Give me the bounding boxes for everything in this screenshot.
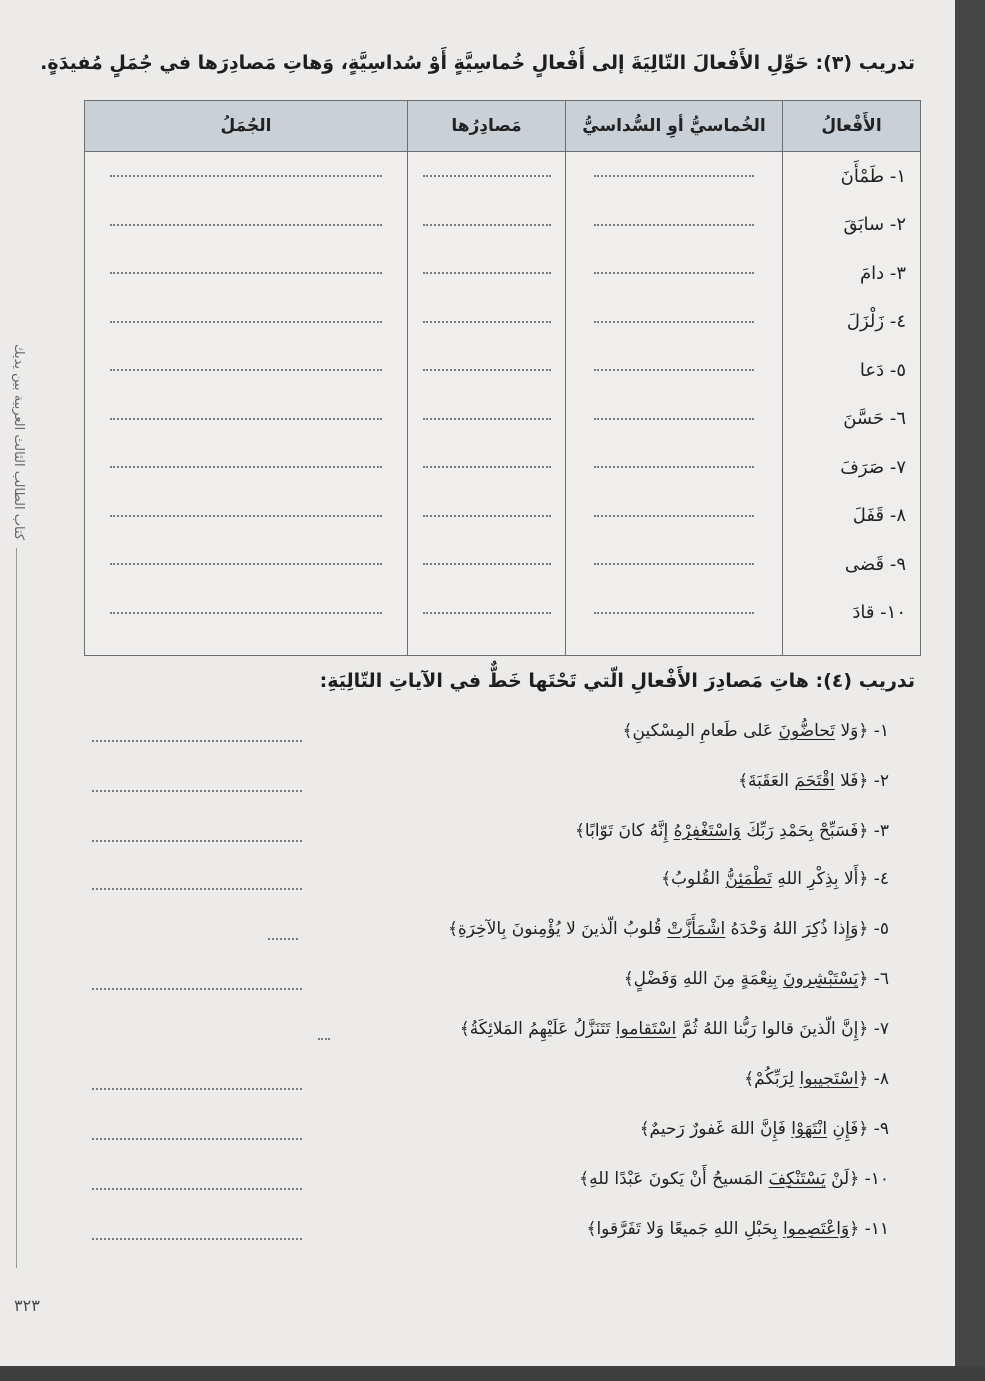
verse-item bbox=[579, 1168, 889, 1189]
header-transformed: الخُماسيُّ أوِ السُّداسيُّ bbox=[566, 101, 783, 152]
masdar-blank[interactable] bbox=[423, 272, 551, 274]
underlined-verb: اشْمَأَزَّتْ bbox=[667, 919, 726, 939]
verse-text: ١١- ﴿ bbox=[849, 1219, 889, 1239]
transformed-blank[interactable] bbox=[594, 321, 754, 323]
verb-label: ٥- دَعا bbox=[859, 359, 906, 381]
verb-item bbox=[783, 395, 920, 444]
verb-label: ٩- قَضى bbox=[844, 553, 906, 575]
answer-blank[interactable] bbox=[92, 1188, 302, 1190]
verse-text: ٨- ﴿ bbox=[858, 1069, 889, 1089]
verb-label: ٨- قَفَلَ bbox=[852, 505, 906, 527]
verb-item bbox=[783, 589, 920, 638]
verse-text: العَقَبَةَ﴾ bbox=[738, 771, 795, 791]
header-masdars: مَصادِرُها bbox=[408, 101, 566, 152]
verse-text: ٤- ﴿أَلا بِذِكْرِ اللهِ bbox=[771, 869, 889, 889]
masdar-blank[interactable] bbox=[423, 515, 551, 517]
verse-text: بِحَبْلِ اللهِ جَميعًا وَلا تَفَرَّقوا﴾ bbox=[586, 1219, 783, 1239]
verse-text: لِرَبِّكُمْ﴾ bbox=[744, 1069, 800, 1089]
sentence-blank[interactable] bbox=[110, 369, 382, 371]
transformed-blank[interactable] bbox=[594, 466, 754, 468]
underlined-verb: انْتَهَوْا bbox=[791, 1119, 828, 1139]
verse-text: عَلى طَعامِ المِسْكينِ﴾ bbox=[622, 721, 779, 741]
verb-label: ١- طَمْأَنَ bbox=[840, 165, 906, 187]
answer-blank[interactable] bbox=[92, 888, 302, 890]
verse-item bbox=[587, 1218, 890, 1239]
spine-running-title: كتاب الطالب الثالث العربية بين يديك bbox=[11, 343, 26, 540]
transformed-blank[interactable] bbox=[594, 175, 754, 177]
verse-item bbox=[661, 868, 889, 889]
spine-divider bbox=[16, 548, 17, 1268]
verse-item bbox=[744, 1068, 889, 1089]
header-sentences: الجُمَلُ bbox=[85, 101, 408, 152]
verse-item bbox=[575, 820, 889, 841]
transformed-blank[interactable] bbox=[594, 369, 754, 371]
sentence-blank[interactable] bbox=[110, 224, 382, 226]
sentence-blank[interactable] bbox=[110, 321, 382, 323]
masdars-column[interactable] bbox=[408, 152, 566, 656]
transformed-blank[interactable] bbox=[594, 418, 754, 420]
verse-text: تَتَنَزَّلُ عَلَيْهِمُ المَلائِكَةُ﴾ bbox=[459, 1019, 616, 1039]
answer-blank[interactable] bbox=[92, 1138, 302, 1140]
answer-blank[interactable] bbox=[318, 1038, 330, 1040]
underlined-verb: يَسْتَنْكِفَ bbox=[768, 1169, 826, 1189]
verb-item bbox=[783, 443, 920, 492]
answer-blank[interactable] bbox=[268, 938, 298, 940]
masdar-blank[interactable] bbox=[423, 563, 551, 565]
verb-item bbox=[783, 346, 920, 395]
verse-text: ٦- ﴿ bbox=[858, 969, 889, 989]
sentence-blank[interactable] bbox=[110, 175, 382, 177]
answer-blank[interactable] bbox=[92, 1088, 302, 1090]
verse-text: ١- ﴿وَلا bbox=[835, 721, 889, 741]
verb-item bbox=[783, 492, 920, 541]
underlined-verb: يَسْتَبْشِرونَ bbox=[782, 969, 859, 989]
masdar-blank[interactable] bbox=[423, 418, 551, 420]
transformed-column[interactable] bbox=[566, 152, 783, 656]
verb-label: ٧- صَرَفَ bbox=[840, 456, 906, 478]
sentence-blank[interactable] bbox=[110, 466, 382, 468]
table-body-row bbox=[85, 152, 921, 656]
underlined-verb: اقْتَحَمَ bbox=[794, 771, 835, 791]
underlined-verb: اسْتَقاموا bbox=[615, 1019, 677, 1039]
verse-text: ٣- ﴿فَسَبِّحْ بِحَمْدِ رَبِّكَ bbox=[741, 821, 889, 841]
answer-blank[interactable] bbox=[92, 790, 302, 792]
transformed-blank[interactable] bbox=[594, 224, 754, 226]
verse-text: ٢- ﴿فَلا bbox=[834, 771, 889, 791]
verse-text: فَإِنَّ اللهَ غَفورٌ رَحيمٌ﴾ bbox=[639, 1119, 792, 1139]
verb-item bbox=[783, 152, 920, 201]
header-verbs: الأَفْعالُ bbox=[783, 101, 921, 152]
masdar-blank[interactable] bbox=[423, 224, 551, 226]
answer-blank[interactable] bbox=[92, 840, 302, 842]
verse-text: قُلوبُ الّذينَ لا يُؤْمِنونَ بِالآخِرَةِ﴾ bbox=[447, 919, 668, 939]
exercise3-table bbox=[84, 100, 921, 656]
answer-blank[interactable] bbox=[92, 988, 302, 990]
verb-item bbox=[783, 201, 920, 250]
verse-text: ٧- ﴿إِنَّ الّذينَ قالوا رَبُّنا اللهُ ثُمَّ bbox=[676, 1019, 889, 1039]
verse-text: ٩- ﴿فَإِنِ bbox=[827, 1119, 889, 1139]
sentence-blank[interactable] bbox=[110, 563, 382, 565]
sentence-blank[interactable] bbox=[110, 418, 382, 420]
transformed-blank[interactable] bbox=[594, 515, 754, 517]
underlined-verb: اسْتَجيبوا bbox=[799, 1069, 859, 1089]
verse-item bbox=[738, 770, 889, 791]
sentence-blank[interactable] bbox=[110, 612, 382, 614]
verse-text: ١٠- ﴿لَنْ bbox=[825, 1169, 889, 1189]
verb-item bbox=[783, 249, 920, 298]
verb-label: ٢- سابَقَ bbox=[843, 214, 906, 236]
table-header-row bbox=[85, 101, 921, 152]
verb-label: ١٠- قادَ bbox=[852, 602, 906, 624]
masdar-blank[interactable] bbox=[423, 612, 551, 614]
verb-item bbox=[783, 298, 920, 347]
verb-item bbox=[783, 540, 920, 589]
verse-item bbox=[460, 1018, 889, 1039]
verse-text: ٥- ﴿وَإِذا ذُكِرَ اللهُ وَحْدَهُ bbox=[725, 919, 889, 939]
underlined-verb: وَاسْتَغْفِرْهُ bbox=[673, 821, 742, 841]
verse-text: القُلوبُ﴾ bbox=[661, 869, 726, 889]
verse-text: إِنَّهُ كانَ تَوّابًا﴾ bbox=[574, 821, 674, 841]
verb-label: ٦- حَسَّنَ bbox=[843, 408, 906, 430]
verse-text: بِنِعْمَةٍ مِنَ اللهِ وَفَضْلٍ﴾ bbox=[623, 969, 783, 989]
verse-item bbox=[448, 918, 889, 939]
underlined-verb: تَطْمَئِنُّ bbox=[725, 869, 772, 889]
masdar-blank[interactable] bbox=[423, 369, 551, 371]
transformed-blank[interactable] bbox=[594, 612, 754, 614]
bottom-edge-shadow bbox=[0, 1366, 985, 1381]
verb-label: ٤- زَلْزَلَ bbox=[846, 311, 906, 333]
masdar-blank[interactable] bbox=[423, 175, 551, 177]
answer-blank[interactable] bbox=[92, 740, 302, 742]
verse-item bbox=[624, 968, 889, 989]
verbs-column bbox=[783, 152, 921, 656]
masdar-blank[interactable] bbox=[423, 321, 551, 323]
exercise4-heading: تدريب (٤): هاتِ مَصادِرَ الأَفْعالِ الّتي تَحْتَها خَطٌّ في الآياتِ التّالِيَةِ: bbox=[319, 670, 915, 692]
verse-item bbox=[623, 720, 889, 741]
transformed-blank[interactable] bbox=[594, 563, 754, 565]
verse-item bbox=[640, 1118, 889, 1139]
underlined-verb: تَحاضُّونَ bbox=[778, 721, 836, 741]
exercise3-heading: تدريب (٣): حَوِّلِ الأَفْعالَ التّالِيَةَ إلى أَفْعالٍ خُماسِيَّةٍ أَوْ سُداسِيَّةٍ، وَهاتِ مَصادِرَها في جُمَلٍ مُفيدَةٍ. bbox=[40, 52, 915, 74]
transformed-blank[interactable] bbox=[594, 272, 754, 274]
verb-label: ٣- دامَ bbox=[859, 262, 906, 284]
sentence-blank[interactable] bbox=[110, 515, 382, 517]
page-number: ٣٢٣ bbox=[14, 1296, 40, 1315]
underlined-verb: وَاعْتَصِموا bbox=[782, 1219, 850, 1239]
page-edge-shadow bbox=[955, 0, 985, 1381]
sentence-blank[interactable] bbox=[110, 272, 382, 274]
sentences-column[interactable] bbox=[85, 152, 408, 656]
verse-text: المَسيحُ أَنْ يَكونَ عَبْدًا للهِ﴾ bbox=[579, 1169, 769, 1189]
masdar-blank[interactable] bbox=[423, 466, 551, 468]
answer-blank[interactable] bbox=[92, 1238, 302, 1240]
